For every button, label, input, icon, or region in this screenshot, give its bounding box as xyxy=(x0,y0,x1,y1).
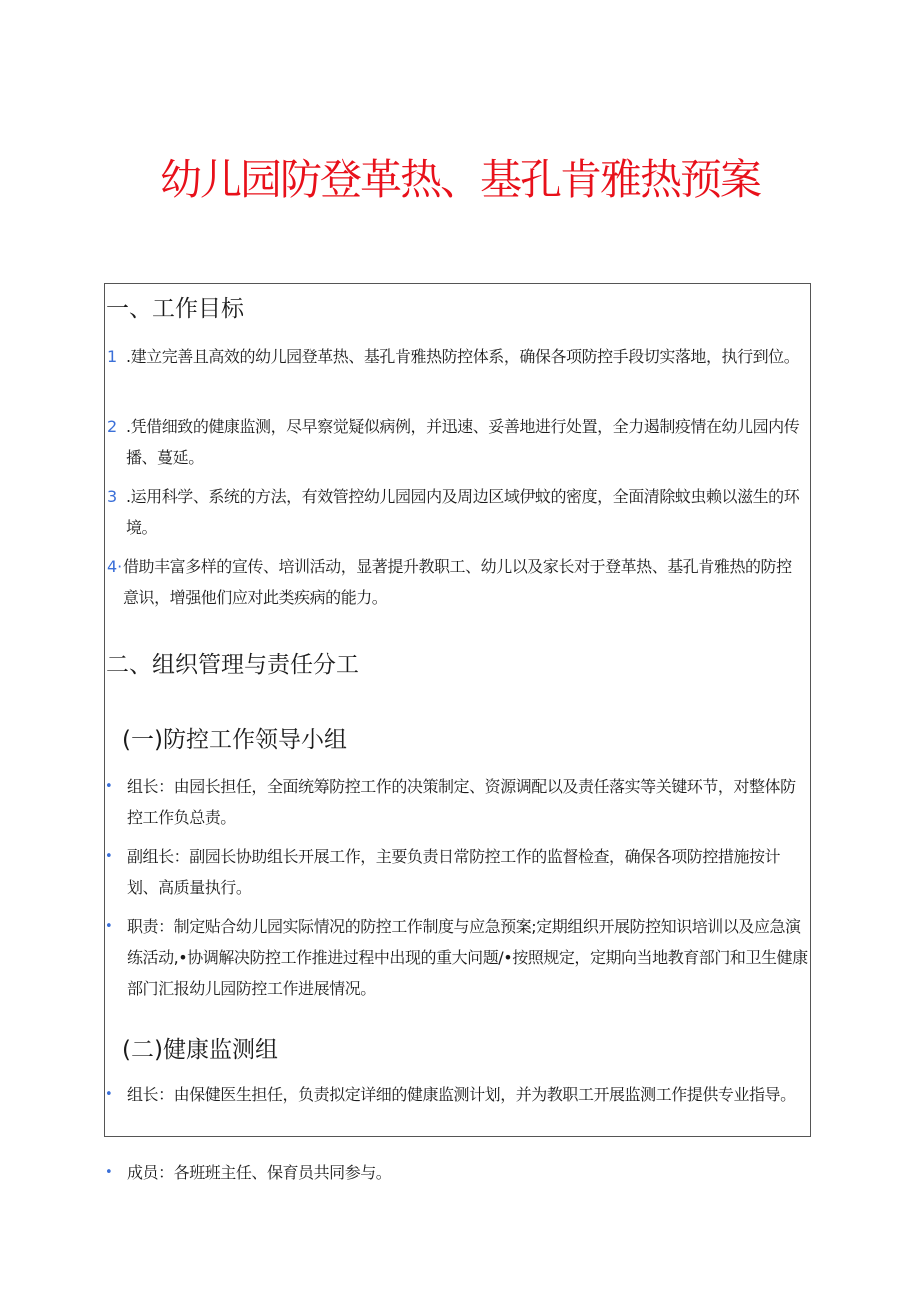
list-item xyxy=(0,481,920,543)
section-heading-organization: 二、组织管理与责任分工 xyxy=(106,652,359,678)
list-item xyxy=(0,551,920,613)
bullet-item-text: 组长：由保健医生担任，负责拟定详细的健康监测计划，并为教职工开展监测工作提供专业指导。 xyxy=(127,1085,796,1104)
bullet-icon: • xyxy=(105,1087,113,1102)
bullet-icon: • xyxy=(105,1165,113,1180)
subsection-heading-health-monitoring: (二)健康监测组 xyxy=(122,1037,278,1063)
bullet-item-text: 成员：各班班主任、保育员共同参与。 xyxy=(127,1163,392,1182)
list-number: 4· xyxy=(107,557,123,576)
list-item xyxy=(0,411,920,473)
bullet-icon: • xyxy=(105,919,113,934)
bullet-item xyxy=(0,911,920,1004)
list-item-text: .建立完善且高效的幼儿园登革热、基孔肯雅热防控体系，确保各项防控手段切实落地，执行到位。 xyxy=(126,347,800,366)
list-item-text: .凭借细致的健康监测，尽早察觉疑似病例，并迅速、妥善地进行处置，全力遏制疫情在幼儿园内传播、蔓延。 xyxy=(126,417,800,467)
list-number: 1 xyxy=(107,347,118,366)
list-number: 2 xyxy=(107,417,118,436)
list-number: 3 xyxy=(107,487,118,506)
section-heading-goals: 一、工作目标 xyxy=(106,296,244,322)
list-item-text: .运用科学、系统的方法，有效管控幼儿园园内及周边区域伊蚊的密度，全面清除蚊虫赖以滋生的环境。 xyxy=(126,487,800,537)
bullet-item-text: 副组长：副园长协助组长开展工作，主要负责日常防控工作的监督检查，确保各项防控措施按计划、高质量执行。 xyxy=(127,847,781,897)
bullet-icon: • xyxy=(105,849,113,864)
document-title: 幼儿园防登革热、基孔肯雅热预案 xyxy=(159,155,760,204)
bullet-item-text: 职责：制定贴合幼儿园实际情况的防控工作制度与应急预案;定期组织开展防控知识培训以及应急演练活动,•协调解决防控工作推进过程中出现的重大问题/•按照规定，定期向当地教育部门和卫生健康部门汇报幼儿园防控工作进展情况。 xyxy=(127,917,808,998)
bullet-item xyxy=(0,841,920,903)
bullet-item-text: 组长：由园长担任，全面统筹防控工作的决策制定、资源调配以及责任落实等关键环节，对整体防控工作负总责。 xyxy=(127,777,796,827)
bullet-item xyxy=(0,771,920,833)
bullet-icon: • xyxy=(105,779,113,794)
list-item-text: 借助丰富多样的宣传、培训活动，显著提升教职工、幼儿以及家长对于登革热、基孔肯雅热的防控意识，增强他们应对此类疾病的能力。 xyxy=(123,557,792,607)
bullet-item xyxy=(0,1157,920,1188)
bullet-item xyxy=(0,1079,920,1141)
subsection-heading-leadership: (一)防控工作领导小组 xyxy=(122,727,347,753)
list-item xyxy=(0,341,920,403)
